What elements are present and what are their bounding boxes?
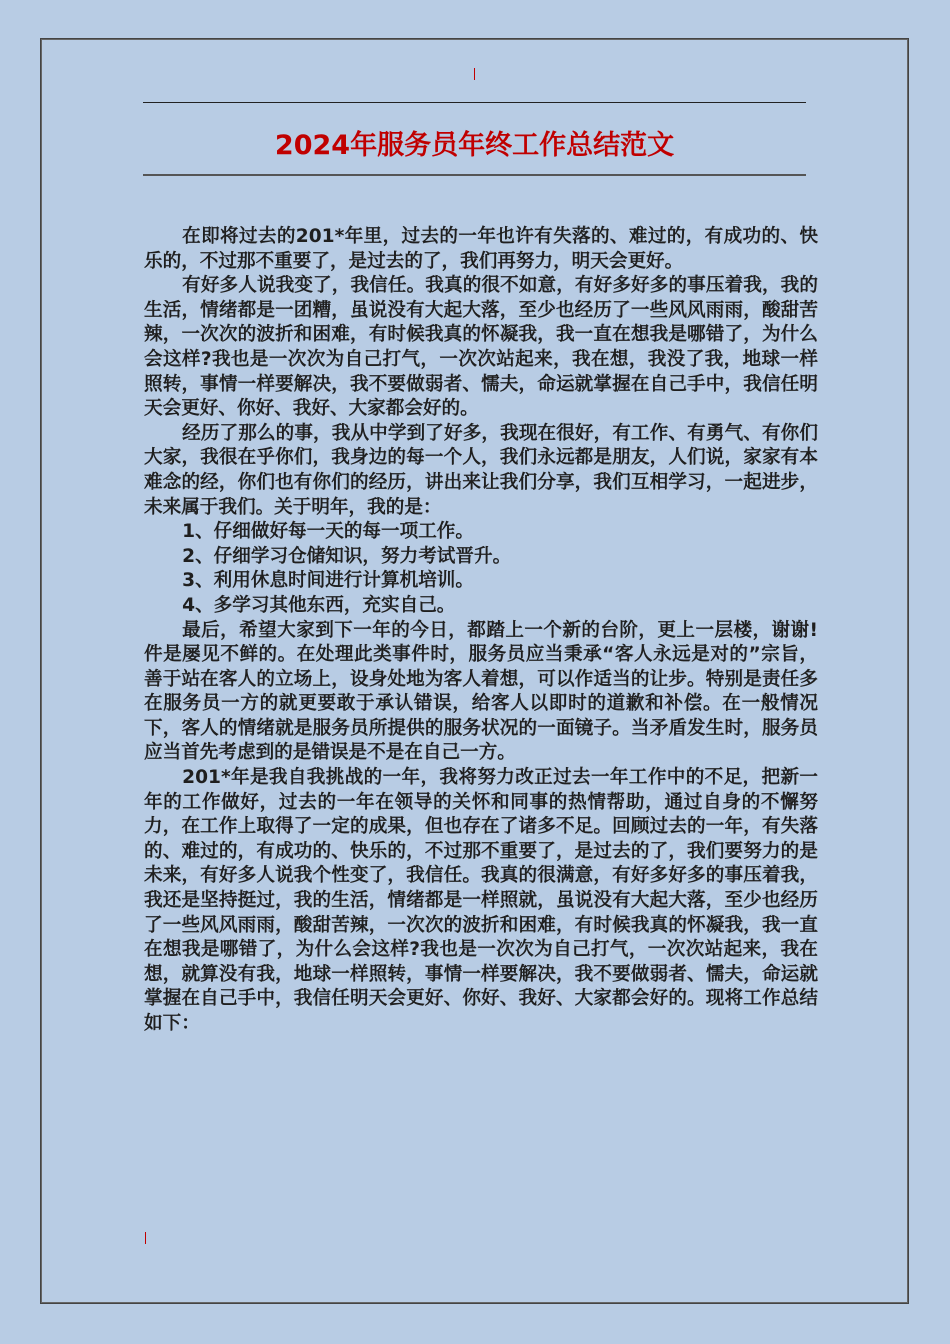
list-item: 3、利用休息时间进行计算机培训。	[182, 570, 474, 592]
paragraph: 最后，希望大家到下一年的今日，都踏上一个新的台阶，更上一层楼，谢谢!件是屡见不鲜的。在处理此类事件时，服务员应当秉承“客人永远是对的”宗旨，善于站在客人的立场上，设身处地为客人着想，可以作适当的让步。特别是责任多在服务员一方的就更要敢于承认错误，给客人以即时的道歉和补偿。在一般情况下，客人的情绪就是服务员所提供的服务状况的一面镜子。当矛盾发生时，服务员应当首先考虑到的是错误是不是在自己一方。	[144, 619, 818, 764]
paragraph: 在即将过去的201*年里，过去的一年也许有失落的、难过的，有成功的、快乐的，不过那不重要了，是过去的了，我们再努力，明天会更好。	[144, 226, 818, 272]
header-cursor-mark	[474, 68, 475, 80]
document-body	[144, 225, 818, 1037]
paragraph: 经历了那么的事，我从中学到了好多，我现在很好，有工作、有勇气、有你们大家，我很在乎你们，我身边的每一个人，我们永远都是朋友，人们说，家家有本难念的经，你们也有你们的经历，讲出来让我们分享，我们互相学习，一起进步，未来属于我们。关于明年，我的是：	[144, 422, 818, 518]
list-item: 1、仔细做好每一天的每一项工作。	[182, 521, 474, 543]
footer-cursor-mark	[145, 1232, 146, 1244]
list-item: 2、仔细学习仓储知识，努力考试晋升。	[182, 545, 512, 567]
title-bottom-rule	[143, 174, 806, 176]
list-item: 4、多学习其他东西，充实自己。	[182, 594, 456, 616]
title-top-rule	[143, 102, 806, 103]
paragraph: 有好多人说我变了，我信任。我真的很不如意，有好多好多的事压着我，我的生活，情绪都是一团糟，虽说没有大起大落，至少也经历了一些风风雨雨，酸甜苦辣，一次次的波折和困难，有时候我真的怀凝我，我一直在想我是哪错了，为什么会这样?我也是一次次为自己打气，一次次站起来，我在想，我没了我，地球一样照转，事情一样要解决，我不要做弱者、懦夫，命运就掌握在自己手中，我信任明天会更好、你好、我好、大家都会好的。	[144, 275, 818, 420]
paragraph: 201*年是我自我挑战的一年，我将努力改正过去一年工作中的不足，把新一年的工作做好，过去的一年在领导的关怀和同事的热情帮助，通过自身的不懈努力，在工作上取得了一定的成果，但也存在了诸多不足。回顾过去的一年，有失落的、难过的，有成功的、快乐的，不过那不重要了，是过去的了，我们要努力的是未来，有好多人说我个性变了，我信任。我真的很满意，有好多好多的事压着我，我还是坚持挺过，我的生活，情绪都是一样照就，虽说没有大起大落，至少也经历了一些风风雨雨，酸甜苦辣，一次次的波折和困难，有时候我真的怀凝我，我一直在想我是哪错了，为什么会这样?我也是一次次为自己打气，一次次站起来，我在想，就算没有我，地球一样照转，事情一样要解决，我不要做弱者、懦夫，命运就掌握在自己手中，我信任明天会更好、你好、我好、大家都会好的。现将工作总结如下：	[144, 767, 818, 1034]
document-title: 2024年服务员年终工作总结范文	[274, 130, 675, 161]
